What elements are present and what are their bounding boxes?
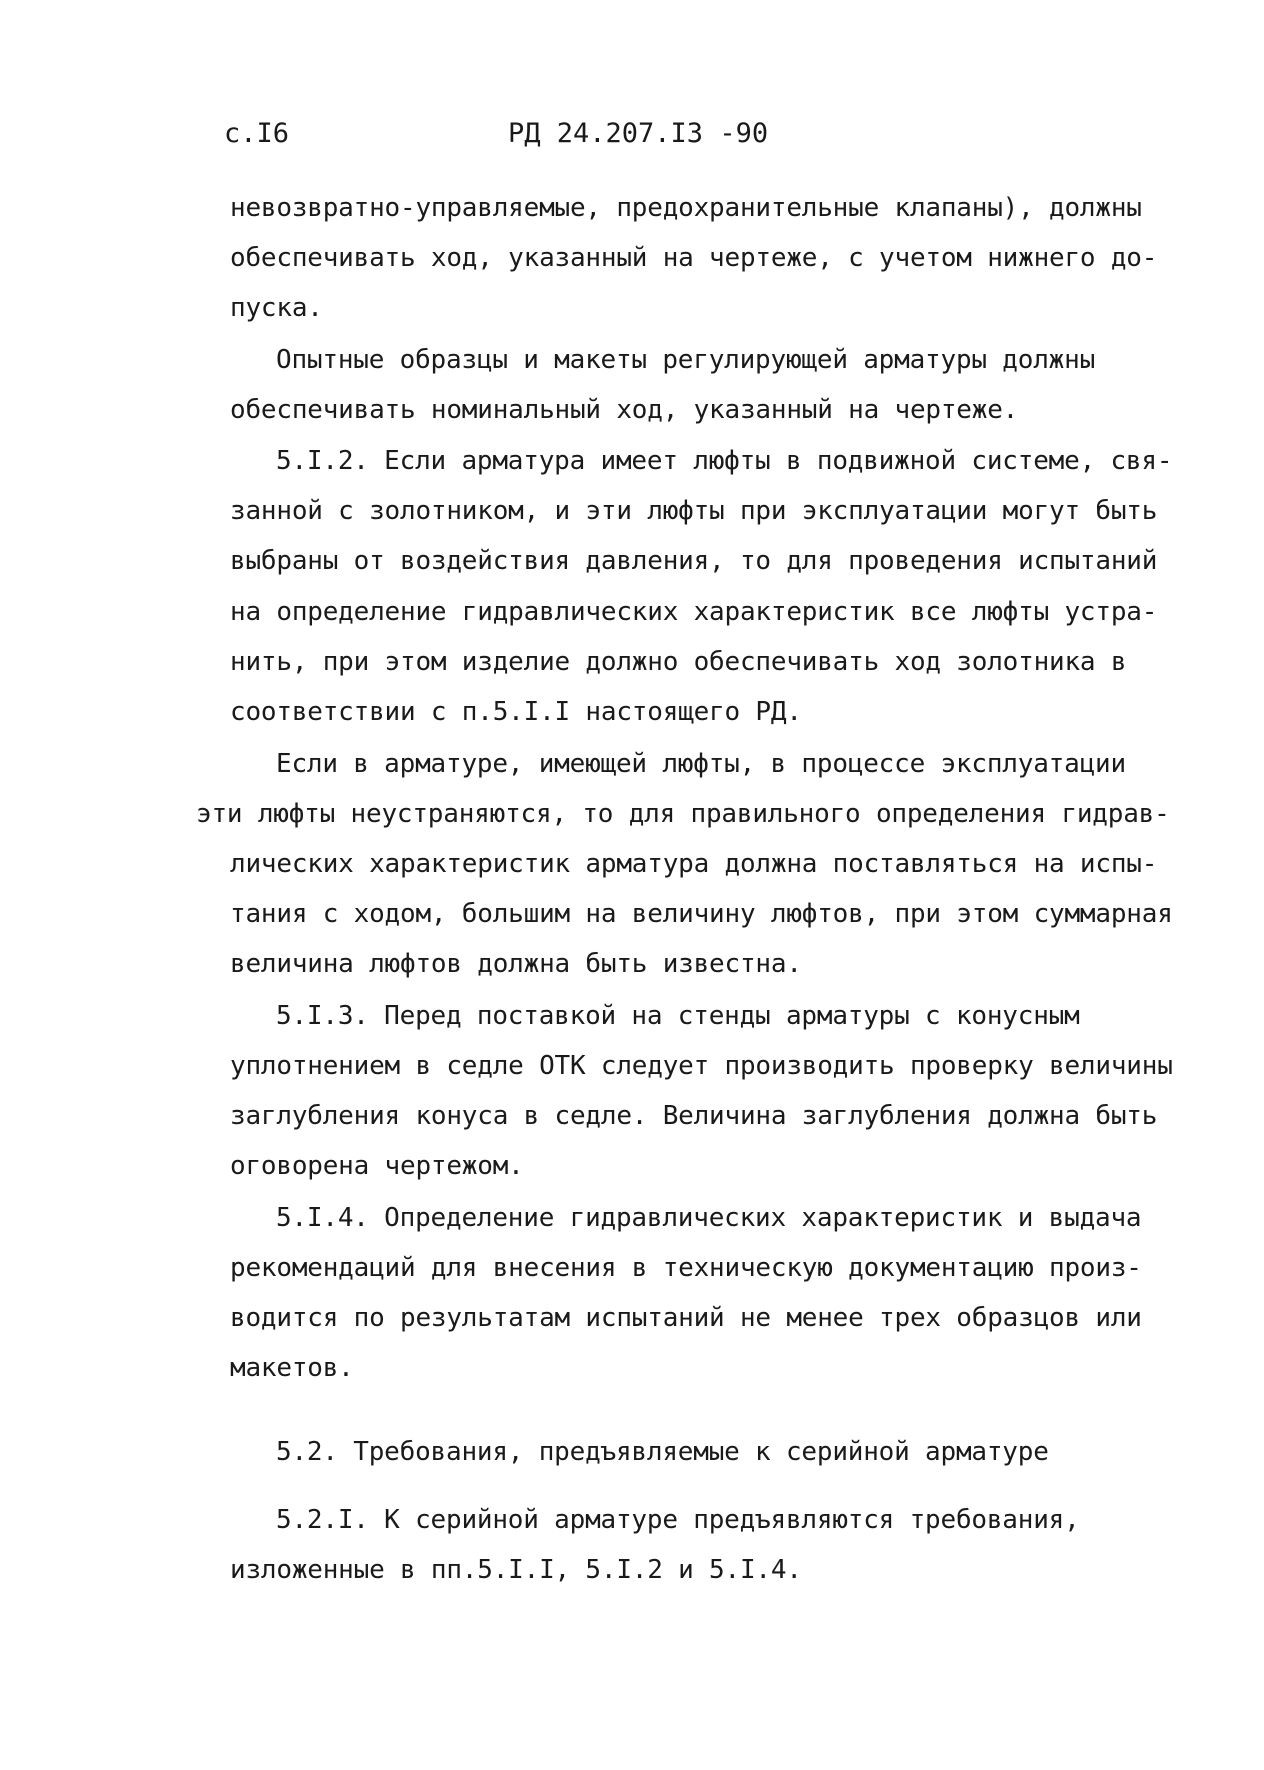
body-line: изложенные в пп.5.I.I, 5.I.2 и 5.I.4. [230,1555,802,1585]
body-line: пуска. [230,293,323,323]
body-line: занной с золотником, и эти люфты при эксплуатации могут быть [230,496,1158,526]
body-line: 5.I.3. Перед поставкой на стенды арматуры с конусным [276,1001,1080,1031]
body-line: эти люфты неустраняются, то для правильного определения гидрав- [196,799,1170,829]
body-line: на определение гидравлических характеристик все люфты устра- [230,597,1158,627]
body-line: Опытные образцы и макеты регулирующей арматуры должны [276,345,1096,375]
body-line: заглубления конуса в седле. Величина заглубления должна быть [230,1101,1158,1131]
body-line: 5.I.2. Если арматура имеет люфты в подвижной системе, свя- [276,446,1173,476]
body-line: лических характеристик арматура должна поставляться на испы- [230,849,1158,879]
body-line: обеспечивать ход, указанный на чертеже, с учетом нижнего до- [230,243,1158,273]
page-number: с.I6 [224,118,290,149]
document-code: РД 24.207.I3 -90 [508,118,769,149]
body-line: макетов. [230,1353,354,1383]
body-line: 5.2.I. К серийной арматуре предъявляются требования, [276,1505,1080,1535]
body-line: 5.I.4. Определение гидравлических характеристик и выдача [276,1203,1142,1233]
body-line: величина люфтов должна быть известна. [230,949,802,979]
body-line: обеспечивать номинальный ход, указанный на чертеже. [230,395,1019,425]
body-line: выбраны от воздействия давления, то для проведения испытаний [230,546,1158,576]
body-line: соответствии с п.5.I.I настоящего РД. [230,697,802,727]
body-line: нить, при этом изделие должно обеспечивать ход золотника в [230,647,1127,677]
body-line: оговорена чертежом. [230,1151,524,1181]
body-line: рекомендаций для внесения в техническую документацию произ- [230,1253,1142,1283]
page-header [0,118,1264,158]
section-heading: 5.2. Требования, предъявляемые к серийной арматуре [276,1437,1049,1467]
body-line: водится по результатам испытаний не менее трех образцов или [230,1303,1142,1333]
body-line: уплотнением в седле ОТК следует производить проверку величины [230,1051,1173,1081]
body-line: тания с ходом, большим на величину люфтов, при этом суммарная [230,899,1173,929]
body-line: Если в арматуре, имеющей люфты, в процессе эксплуатации [276,749,1126,779]
body-line: невозвратно-управляемые, предохранительные клапаны), должны [230,193,1142,223]
